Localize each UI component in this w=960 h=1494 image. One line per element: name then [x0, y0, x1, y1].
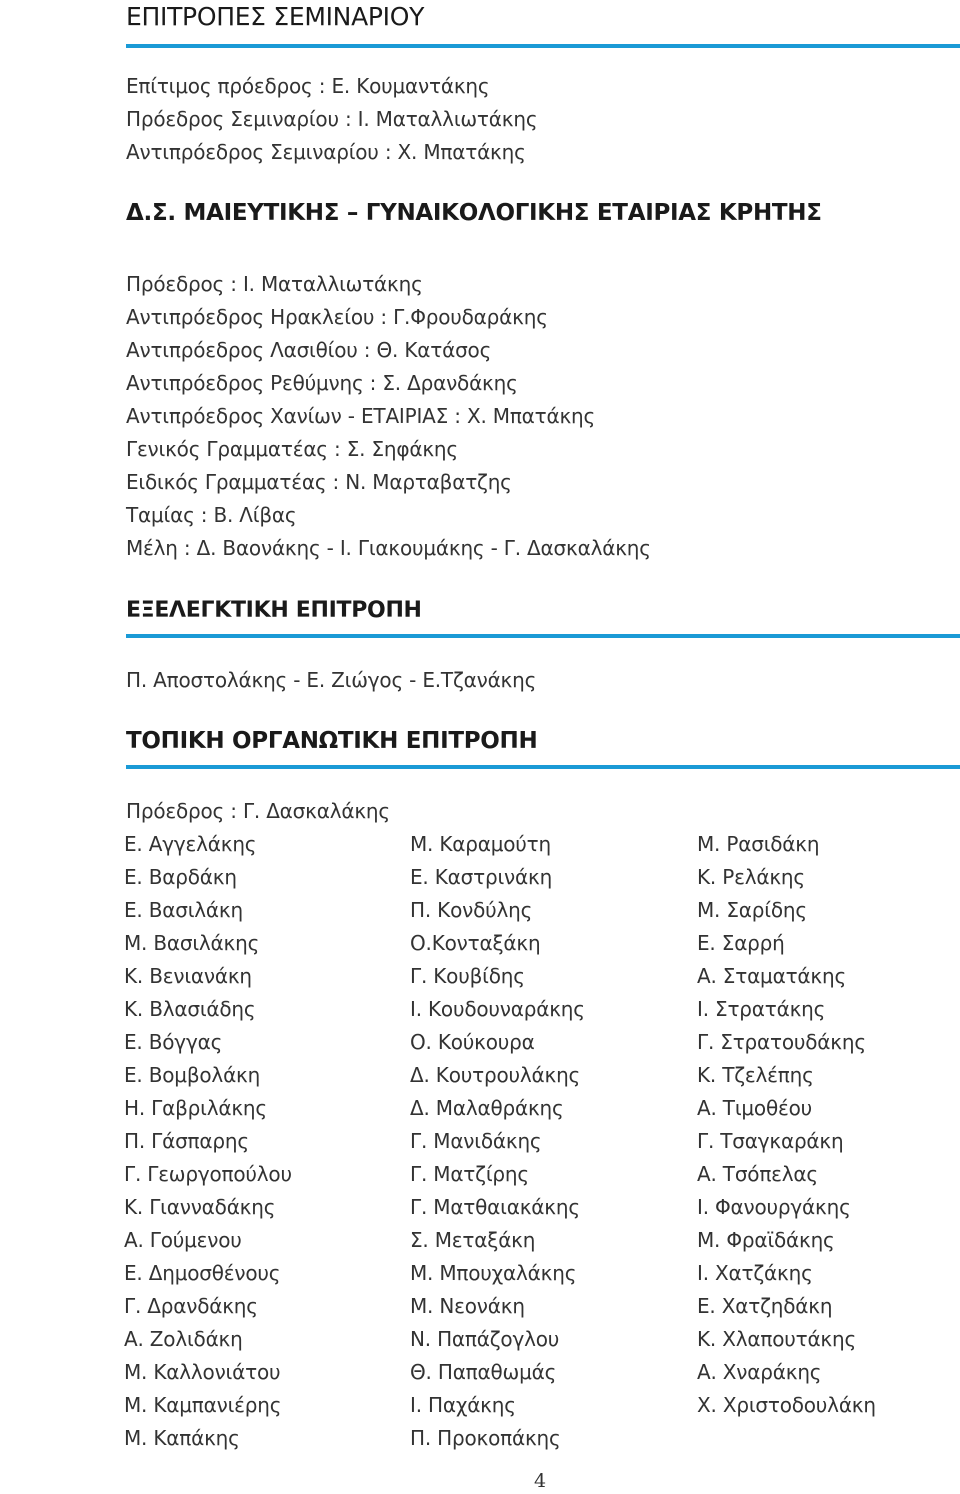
members-column-3	[697, 828, 876, 1422]
list-item: Πρόεδρος Σεμιναρίου : Ι. Ματαλλιωτάκης	[126, 107, 538, 131]
list-item: Αντιπρόεδρος Σεμιναρίου : Χ. Μπατάκης	[126, 140, 526, 164]
member-name: Κ. Βλασιάδης	[124, 997, 256, 1021]
list-item: Αντιπρόεδρος Ηρακλείου : Γ.Φρουδαράκης	[126, 305, 548, 329]
board-list	[126, 268, 651, 565]
section-rule	[126, 634, 960, 638]
section-rule	[126, 765, 960, 769]
audit-committee-list	[126, 664, 536, 697]
member-name: Μ. Καραμούτη	[410, 832, 551, 856]
member-name: Α. Χναράκης	[697, 1360, 822, 1384]
member-name: Κ. Ρελάκης	[697, 865, 805, 889]
member-name: Ε. Σαρρή	[697, 931, 785, 955]
member-name: Π. Κονδύλης	[410, 898, 533, 922]
member-name: Δ. Μαλαθράκης	[410, 1096, 564, 1120]
list-item: Πρόεδρος : Γ. Δασκαλάκης	[126, 799, 390, 823]
organizing-committee-title: ΤΟΠΙΚΗ ΟΡΓΑΝΩΤΙΚΗ ΕΠΙΤΡΟΠΗ	[126, 728, 538, 754]
member-name: Π. Προκοπάκης	[410, 1426, 561, 1450]
member-name: Α. Γούμενου	[124, 1228, 242, 1252]
list-item: Αντιπρόεδρος Ρεθύμνης : Σ. Δρανδάκης	[126, 371, 518, 395]
list-item: Επίτιμος πρόεδρος : Ε. Κουμαντάκης	[126, 74, 490, 98]
member-name: Ε. Δημοσθένους	[124, 1261, 281, 1285]
member-name: Ε. Βαρδάκη	[124, 865, 237, 889]
member-name: Μ. Καμπανιέρης	[124, 1393, 282, 1417]
member-name: Γ. Μανιδάκης	[410, 1129, 542, 1153]
member-name: Π. Γάσπαρης	[124, 1129, 249, 1153]
member-name: Μ. Μπουχαλάκης	[410, 1261, 577, 1285]
member-name: Γ. Ματζίρης	[410, 1162, 529, 1186]
member-name: Α. Ζολιδάκη	[124, 1327, 243, 1351]
member-name: Μ. Καπάκης	[124, 1426, 240, 1450]
member-name: Ι. Παχάκης	[410, 1393, 516, 1417]
member-name: Η. Γαβριλάκης	[124, 1096, 267, 1120]
member-name: Ι. Φανουργάκης	[697, 1195, 851, 1219]
page-number: 4	[533, 1470, 547, 1492]
seminar-committees-title: ΕΠΙΤΡΟΠΕΣ ΣΕΜΙΝΑΡΙΟΥ	[126, 2, 425, 31]
list-item: Πρόεδρος : Ι. Ματαλλιωτάκης	[126, 272, 423, 296]
member-name: Ε. Βασιλάκη	[124, 898, 243, 922]
members-column-1	[124, 828, 292, 1455]
title-rule	[126, 44, 960, 48]
member-name: Α. Σταματάκης	[697, 964, 846, 988]
member-name: Ε. Χατζηδάκη	[697, 1294, 833, 1318]
member-name: Χ. Χριστοδουλάκη	[697, 1393, 876, 1417]
seminar-committees-list	[126, 70, 537, 169]
member-name: Γ. Στρατουδάκης	[697, 1030, 866, 1054]
member-name: Ο.Κονταξάκη	[410, 931, 541, 955]
list-item: Ταμίας : Β. Λίβας	[126, 503, 297, 527]
member-name: Γ. Τσαγκαράκη	[697, 1129, 844, 1153]
member-name: Ι. Κουδουναράκης	[410, 997, 585, 1021]
list-item: Αντιπρόεδρος Λασιθίου : Θ. Κατάσος	[126, 338, 492, 362]
organizing-president	[126, 795, 390, 828]
member-name: Ε. Αγγελάκης	[124, 832, 257, 856]
member-name: Γ. Γεωργοπούλου	[124, 1162, 292, 1186]
members-column-2	[410, 828, 585, 1455]
list-item: Αντιπρόεδρος Χανίων - ΕΤΑΙΡΙΑΣ : Χ. Μπατάκης	[126, 404, 596, 428]
member-name: Ι. Χατζάκης	[697, 1261, 813, 1285]
member-name: Α. Τσόπελας	[697, 1162, 818, 1186]
member-name: Γ. Κουβίδης	[410, 964, 525, 988]
member-name: Κ. Τζελέπης	[697, 1063, 814, 1087]
member-name: Ο. Κούκουρα	[410, 1030, 535, 1054]
member-name: Ι. Στρατάκης	[697, 997, 826, 1021]
member-name: Μ. Νεονάκη	[410, 1294, 525, 1318]
member-name: Μ. Βασιλάκης	[124, 931, 260, 955]
member-name: Δ. Κουτρουλάκης	[410, 1063, 581, 1087]
list-item: Γενικός Γραμματέας : Σ. Σηφάκης	[126, 437, 458, 461]
member-name: Μ. Καλλονιάτου	[124, 1360, 281, 1384]
member-name: Κ. Χλαπουτάκης	[697, 1327, 857, 1351]
member-name: Θ. Παπαθωμάς	[410, 1360, 557, 1384]
list-item: Μέλη : Δ. Βαονάκης - Ι. Γιακουμάκης - Γ. Δασκαλάκης	[126, 536, 651, 560]
member-name: Ε. Βομβολάκη	[124, 1063, 261, 1087]
member-name: Κ. Γιανναδάκης	[124, 1195, 276, 1219]
member-name: Μ. Ρασιδάκη	[697, 832, 820, 856]
member-name: Κ. Βενιανάκη	[124, 964, 252, 988]
list-item: Ειδικός Γραμματέας : Ν. Μαρταβατζης	[126, 470, 512, 494]
member-name: Α. Τιμοθέου	[697, 1096, 812, 1120]
list-item: Π. Αποστολάκης - Ε. Ζιώγος - Ε.Τζανάκης	[126, 668, 537, 692]
member-name: Μ. Σαρίδης	[697, 898, 807, 922]
member-name: Ε. Βόγγας	[124, 1030, 223, 1054]
audit-committee-title: ΕΞΕΛΕΓΚΤΙΚΗ ΕΠΙΤΡΟΠΗ	[126, 598, 422, 623]
member-name: Γ. Δρανδάκης	[124, 1294, 258, 1318]
member-name: Σ. Μεταξάκη	[410, 1228, 536, 1252]
member-name: Μ. Φραϊδάκης	[697, 1228, 835, 1252]
member-name: Ε. Καστρινάκη	[410, 865, 553, 889]
member-name: Ν. Παπάζογλου	[410, 1327, 560, 1351]
board-title: Δ.Σ. ΜΑΙΕΥΤΙΚΗΣ – ΓΥΝΑΙΚΟΛΟΓΙΚΗΣ ΕΤΑΙΡΙΑΣ ΚΡΗΤΗΣ	[126, 200, 822, 226]
member-name: Γ. Ματθαιακάκης	[410, 1195, 580, 1219]
